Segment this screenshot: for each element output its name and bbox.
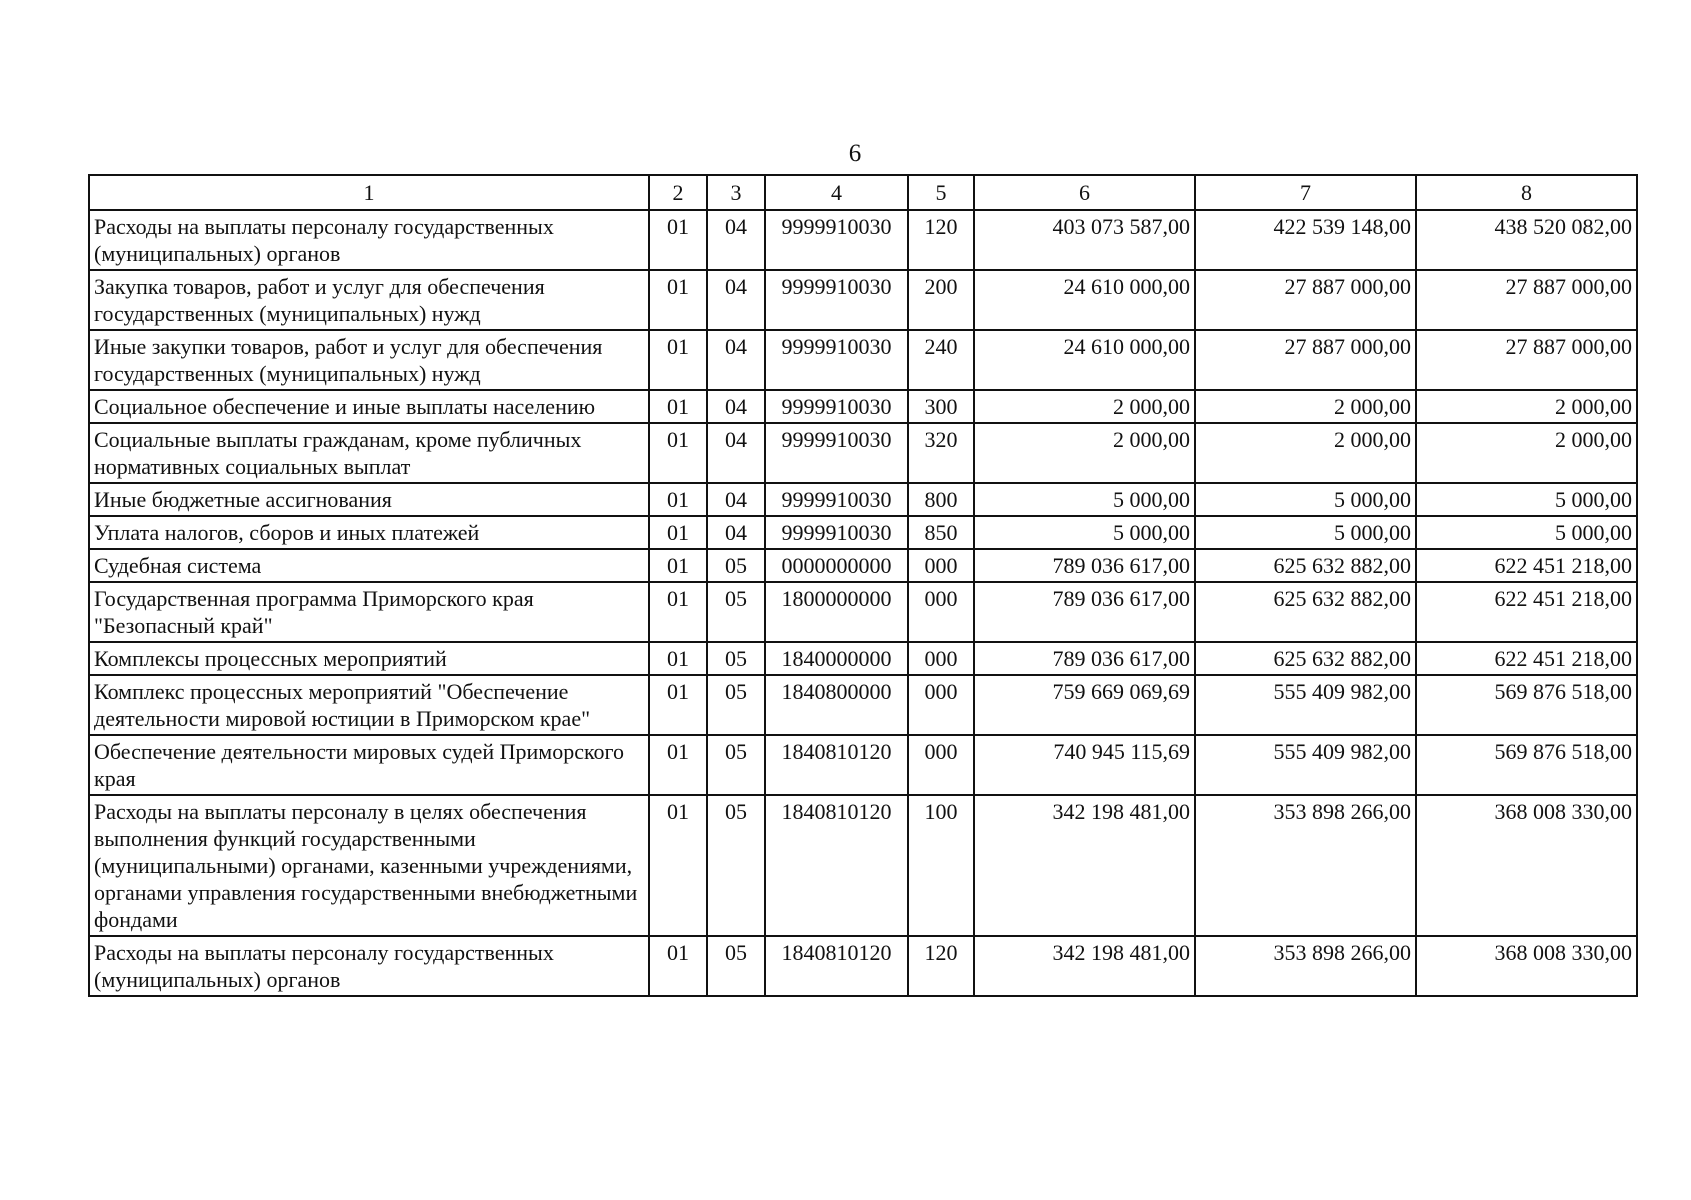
expense-type-cell: 000 <box>908 642 974 675</box>
target-article-cell: 1840000000 <box>765 642 908 675</box>
column-header: 6 <box>974 175 1195 210</box>
amount-col8-cell: 27 887 000,00 <box>1416 270 1637 330</box>
expense-name-cell: Иные закупки товаров, работ и услуг для обеспечения государственных (муниципальных) нужд <box>89 330 649 390</box>
expense-type-cell: 000 <box>908 549 974 582</box>
expense-type-cell: 100 <box>908 795 974 936</box>
subsection-code-cell: 04 <box>707 210 765 270</box>
expense-type-cell: 000 <box>908 675 974 735</box>
column-header: 7 <box>1195 175 1416 210</box>
expense-name-cell: Комплексы процессных мероприятий <box>89 642 649 675</box>
amount-col8-cell: 569 876 518,00 <box>1416 735 1637 795</box>
column-header: 8 <box>1416 175 1637 210</box>
target-article-cell: 9999910030 <box>765 330 908 390</box>
column-header: 5 <box>908 175 974 210</box>
table-body <box>89 210 1637 996</box>
expense-name-cell: Закупка товаров, работ и услуг для обеспечения государственных (муниципальных) нужд <box>89 270 649 330</box>
expense-name-cell: Комплекс процессных мероприятий "Обеспечение деятельности мировой юстиции в Приморском крае" <box>89 675 649 735</box>
subsection-code-cell: 05 <box>707 675 765 735</box>
page-number: 6 <box>848 140 862 167</box>
expense-name-cell: Расходы на выплаты персоналу в целях обеспечения выполнения функций государственными (муниципальными) органами, казенными учреждениями, органами управления государственными внебюджетными фондами <box>89 795 649 936</box>
section-code-cell: 01 <box>649 270 707 330</box>
amount-col7-cell: 353 898 266,00 <box>1195 795 1416 936</box>
table-row <box>89 795 1637 936</box>
amount-col7-cell: 5 000,00 <box>1195 516 1416 549</box>
amount-col7-cell: 625 632 882,00 <box>1195 642 1416 675</box>
amount-col8-cell: 27 887 000,00 <box>1416 330 1637 390</box>
amount-col6-cell: 5 000,00 <box>974 516 1195 549</box>
expense-type-cell: 850 <box>908 516 974 549</box>
amount-col8-cell: 2 000,00 <box>1416 423 1637 483</box>
table-row <box>89 735 1637 795</box>
amount-col8-cell: 368 008 330,00 <box>1416 795 1637 936</box>
amount-col6-cell: 789 036 617,00 <box>974 582 1195 642</box>
subsection-code-cell: 05 <box>707 795 765 936</box>
amount-col7-cell: 5 000,00 <box>1195 483 1416 516</box>
section-code-cell: 01 <box>649 516 707 549</box>
amount-col8-cell: 622 451 218,00 <box>1416 582 1637 642</box>
amount-col6-cell: 5 000,00 <box>974 483 1195 516</box>
subsection-code-cell: 04 <box>707 423 765 483</box>
table-row <box>89 330 1637 390</box>
table-row <box>89 675 1637 735</box>
table-row <box>89 423 1637 483</box>
target-article-cell: 1840800000 <box>765 675 908 735</box>
column-header: 1 <box>89 175 649 210</box>
amount-col6-cell: 24 610 000,00 <box>974 330 1195 390</box>
subsection-code-cell: 05 <box>707 735 765 795</box>
target-article-cell: 9999910030 <box>765 210 908 270</box>
table-row <box>89 390 1637 423</box>
subsection-code-cell: 04 <box>707 483 765 516</box>
target-article-cell: 1840810120 <box>765 735 908 795</box>
amount-col6-cell: 2 000,00 <box>974 423 1195 483</box>
target-article-cell: 1840810120 <box>765 795 908 936</box>
subsection-code-cell: 04 <box>707 390 765 423</box>
column-header: 3 <box>707 175 765 210</box>
expense-name-cell: Социальные выплаты гражданам, кроме публичных нормативных социальных выплат <box>89 423 649 483</box>
amount-col6-cell: 759 669 069,69 <box>974 675 1195 735</box>
expense-type-cell: 800 <box>908 483 974 516</box>
table-row <box>89 936 1637 996</box>
target-article-cell: 9999910030 <box>765 483 908 516</box>
amount-col6-cell: 342 198 481,00 <box>974 795 1195 936</box>
expense-name-cell: Обеспечение деятельности мировых судей Приморского края <box>89 735 649 795</box>
table-row <box>89 549 1637 582</box>
target-article-cell: 9999910030 <box>765 270 908 330</box>
amount-col7-cell: 27 887 000,00 <box>1195 330 1416 390</box>
expense-type-cell: 300 <box>908 390 974 423</box>
amount-col8-cell: 438 520 082,00 <box>1416 210 1637 270</box>
amount-col6-cell: 789 036 617,00 <box>974 642 1195 675</box>
expense-name-cell: Государственная программа Приморского края "Безопасный край" <box>89 582 649 642</box>
section-code-cell: 01 <box>649 582 707 642</box>
section-code-cell: 01 <box>649 390 707 423</box>
target-article-cell: 1800000000 <box>765 582 908 642</box>
section-code-cell: 01 <box>649 483 707 516</box>
budget-table <box>88 174 1638 997</box>
section-code-cell: 01 <box>649 330 707 390</box>
section-code-cell: 01 <box>649 735 707 795</box>
amount-col6-cell: 740 945 115,69 <box>974 735 1195 795</box>
subsection-code-cell: 04 <box>707 516 765 549</box>
table-row <box>89 270 1637 330</box>
expense-type-cell: 000 <box>908 735 974 795</box>
amount-col7-cell: 353 898 266,00 <box>1195 936 1416 996</box>
expense-name-cell: Уплата налогов, сборов и иных платежей <box>89 516 649 549</box>
amount-col6-cell: 2 000,00 <box>974 390 1195 423</box>
amount-col6-cell: 342 198 481,00 <box>974 936 1195 996</box>
amount-col8-cell: 622 451 218,00 <box>1416 549 1637 582</box>
subsection-code-cell: 04 <box>707 270 765 330</box>
expense-type-cell: 000 <box>908 582 974 642</box>
expense-type-cell: 200 <box>908 270 974 330</box>
column-header: 2 <box>649 175 707 210</box>
expense-name-cell: Социальное обеспечение и иные выплаты населению <box>89 390 649 423</box>
section-code-cell: 01 <box>649 675 707 735</box>
column-header: 4 <box>765 175 908 210</box>
amount-col8-cell: 5 000,00 <box>1416 483 1637 516</box>
amount-col7-cell: 555 409 982,00 <box>1195 735 1416 795</box>
table-row <box>89 516 1637 549</box>
amount-col8-cell: 5 000,00 <box>1416 516 1637 549</box>
amount-col8-cell: 368 008 330,00 <box>1416 936 1637 996</box>
target-article-cell: 9999910030 <box>765 516 908 549</box>
target-article-cell: 0000000000 <box>765 549 908 582</box>
header-row <box>89 175 1637 210</box>
expense-type-cell: 120 <box>908 210 974 270</box>
table-row <box>89 642 1637 675</box>
amount-col7-cell: 2 000,00 <box>1195 390 1416 423</box>
amount-col8-cell: 569 876 518,00 <box>1416 675 1637 735</box>
table-row <box>89 582 1637 642</box>
amount-col7-cell: 2 000,00 <box>1195 423 1416 483</box>
section-code-cell: 01 <box>649 423 707 483</box>
expense-type-cell: 120 <box>908 936 974 996</box>
section-code-cell: 01 <box>649 549 707 582</box>
amount-col7-cell: 625 632 882,00 <box>1195 549 1416 582</box>
subsection-code-cell: 04 <box>707 330 765 390</box>
amount-col6-cell: 789 036 617,00 <box>974 549 1195 582</box>
subsection-code-cell: 05 <box>707 936 765 996</box>
expense-type-cell: 320 <box>908 423 974 483</box>
expense-name-cell: Расходы на выплаты персоналу государственных (муниципальных) органов <box>89 936 649 996</box>
table-row <box>89 210 1637 270</box>
section-code-cell: 01 <box>649 795 707 936</box>
amount-col7-cell: 27 887 000,00 <box>1195 270 1416 330</box>
amount-col6-cell: 24 610 000,00 <box>974 270 1195 330</box>
subsection-code-cell: 05 <box>707 642 765 675</box>
subsection-code-cell: 05 <box>707 549 765 582</box>
section-code-cell: 01 <box>649 642 707 675</box>
target-article-cell: 1840810120 <box>765 936 908 996</box>
expense-name-cell: Судебная система <box>89 549 649 582</box>
section-code-cell: 01 <box>649 936 707 996</box>
expense-name-cell: Иные бюджетные ассигнования <box>89 483 649 516</box>
subsection-code-cell: 05 <box>707 582 765 642</box>
target-article-cell: 9999910030 <box>765 390 908 423</box>
amount-col7-cell: 555 409 982,00 <box>1195 675 1416 735</box>
expense-name-cell: Расходы на выплаты персоналу государственных (муниципальных) органов <box>89 210 649 270</box>
section-code-cell: 01 <box>649 210 707 270</box>
amount-col8-cell: 2 000,00 <box>1416 390 1637 423</box>
amount-col8-cell: 622 451 218,00 <box>1416 642 1637 675</box>
amount-col7-cell: 625 632 882,00 <box>1195 582 1416 642</box>
expense-type-cell: 240 <box>908 330 974 390</box>
table-row <box>89 483 1637 516</box>
amount-col6-cell: 403 073 587,00 <box>974 210 1195 270</box>
amount-col7-cell: 422 539 148,00 <box>1195 210 1416 270</box>
target-article-cell: 9999910030 <box>765 423 908 483</box>
